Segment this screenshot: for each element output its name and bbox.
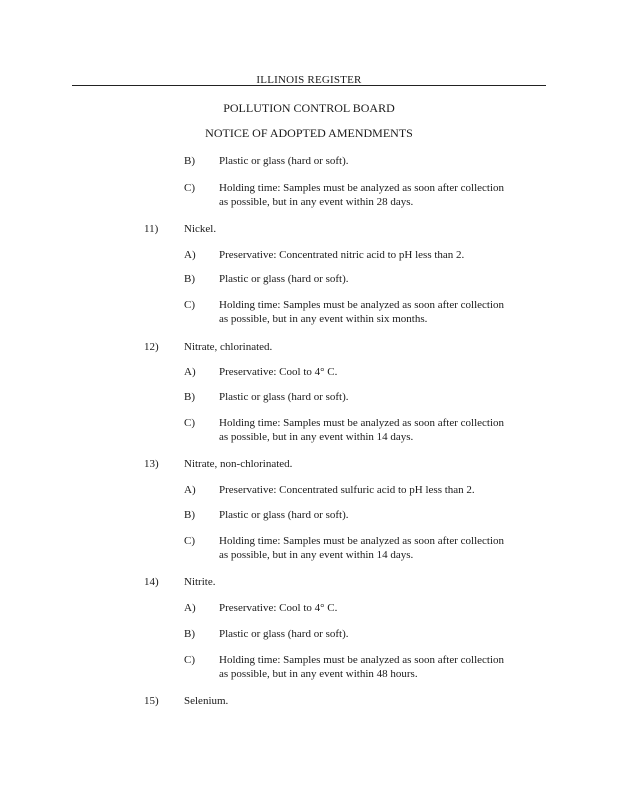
section-number: 11) xyxy=(144,223,159,235)
header-rule xyxy=(72,85,546,86)
item-text: as possible, but in any event within 28 days. xyxy=(219,196,414,208)
item-label: B) xyxy=(184,391,195,403)
item-label: C) xyxy=(184,417,195,429)
item-text: Plastic or glass (hard or soft). xyxy=(219,155,349,167)
item-label: B) xyxy=(184,628,195,640)
notice-title: NOTICE OF ADOPTED AMENDMENTS xyxy=(205,126,413,140)
item-label: A) xyxy=(184,249,196,261)
section-title: Nitrate, non-chlorinated. xyxy=(184,458,293,470)
item-text: as possible, but in any event within 48 hours. xyxy=(219,668,418,680)
item-label: B) xyxy=(184,155,195,167)
item-text: Plastic or glass (hard or soft). xyxy=(219,628,349,640)
item-text: Holding time: Samples must be analyzed as soon after collection xyxy=(219,654,505,666)
item-text: Plastic or glass (hard or soft). xyxy=(219,509,349,521)
section-title: Nitrate, chlorinated. xyxy=(184,341,273,353)
item-label: B) xyxy=(184,509,195,521)
item-text: as possible, but in any event within 14 days. xyxy=(219,549,414,561)
item-label: C) xyxy=(184,182,195,194)
item-label: A) xyxy=(184,602,196,614)
item-text: Holding time: Samples must be analyzed as soon after collection xyxy=(219,182,505,194)
section-number: 15) xyxy=(144,695,159,707)
section-title: Nickel. xyxy=(184,223,217,235)
item-text: Preservative: Concentrated sulfuric acid to pH less than 2. xyxy=(219,484,475,496)
section-number: 13) xyxy=(144,458,159,470)
item-text: Plastic or glass (hard or soft). xyxy=(219,273,349,285)
item-label: C) xyxy=(184,535,195,547)
item-label: A) xyxy=(184,484,196,496)
item-label: C) xyxy=(184,299,195,311)
item-text: Preservative: Cool to 4° C. xyxy=(219,602,338,614)
item-text: Preservative: Cool to 4° C. xyxy=(219,366,338,378)
item-text: Plastic or glass (hard or soft). xyxy=(219,391,349,403)
item-label: A) xyxy=(184,366,196,378)
item-label: B) xyxy=(184,273,195,285)
item-text: Preservative: Concentrated nitric acid to pH less than 2. xyxy=(219,249,465,261)
section-title: Nitrite. xyxy=(184,576,216,588)
section-number: 14) xyxy=(144,576,159,588)
board-title: POLLUTION CONTROL BOARD xyxy=(223,101,395,115)
register-title: ILLINOIS REGISTER xyxy=(256,74,362,86)
item-label: C) xyxy=(184,654,195,666)
item-text: as possible, but in any event within 14 days. xyxy=(219,431,414,443)
section-number: 12) xyxy=(144,341,159,353)
item-text: Holding time: Samples must be analyzed as soon after collection xyxy=(219,299,505,311)
item-text: Holding time: Samples must be analyzed as soon after collection xyxy=(219,417,505,429)
item-text: Holding time: Samples must be analyzed as soon after collection xyxy=(219,535,505,547)
section-title: Selenium. xyxy=(184,695,229,707)
item-text: as possible, but in any event within six months. xyxy=(219,313,428,325)
